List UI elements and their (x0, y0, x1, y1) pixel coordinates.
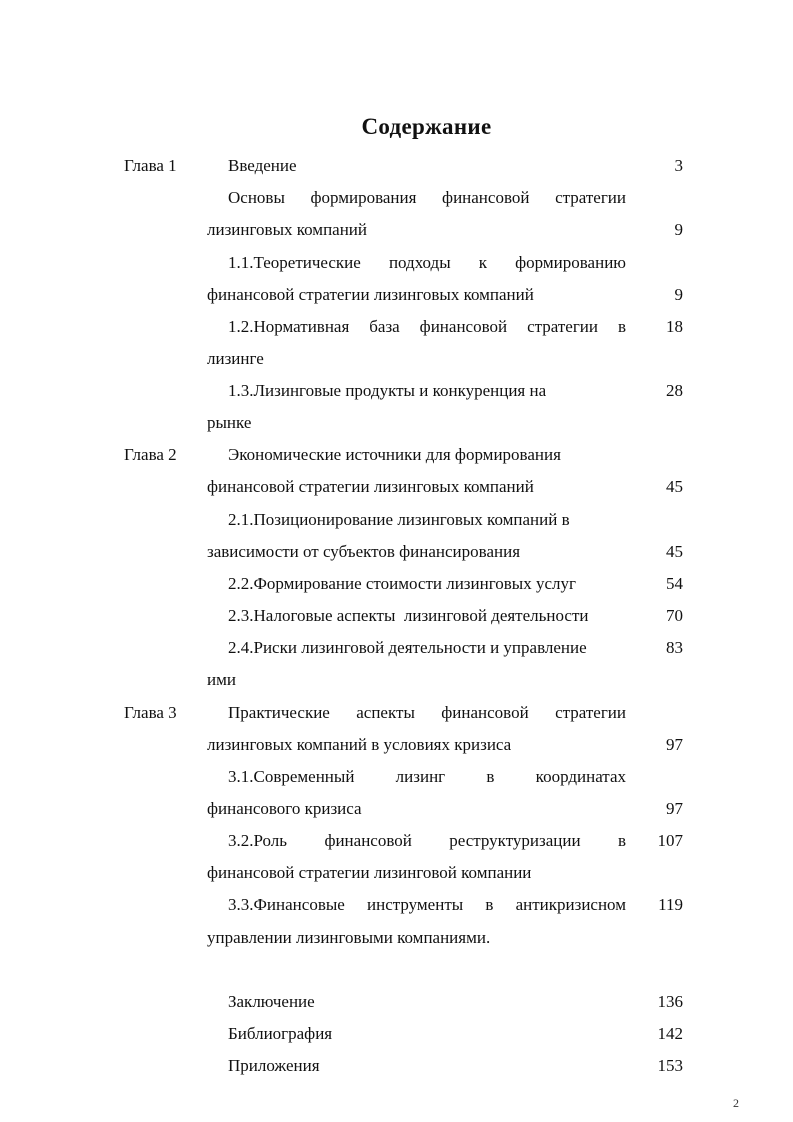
section-2-4-line1: 2.4.Риски лизинговой деятельности и управление (228, 638, 587, 657)
section-3-2-page: 107 (657, 831, 683, 850)
chapter-3-title-line2: лизинговых компаний в условиях кризиса (207, 735, 512, 754)
conclusion-entry: Заключение (228, 992, 315, 1011)
page-title: Содержание (361, 114, 492, 139)
chapter-2-label: Глава 2 (124, 445, 177, 464)
bibliography-page: 142 (657, 1024, 683, 1043)
section-3-1-line2: финансового кризиса (207, 799, 362, 818)
section-3-2-line2: финансовой стратегии лизинговой компании (207, 863, 532, 882)
bibliography-entry: Библиография (228, 1024, 333, 1043)
section-2-1-page: 45 (666, 542, 683, 561)
section-1-1-line1: 1.1.Теоретические подходы к формированию (228, 253, 626, 272)
section-2-2-line1: 2.2.Формирование стоимости лизинговых услуг (228, 574, 576, 593)
chapter-1-title-line1: Основы формирования финансовой стратегии (228, 188, 626, 207)
section-1-2-line2: лизинге (207, 349, 264, 368)
page-number-footer: 2 (733, 1096, 739, 1110)
section-1-1-line2: финансовой стратегии лизинговых компаний (207, 285, 534, 304)
intro-entry: Введение (228, 156, 297, 175)
section-2-1-line2: зависимости от субъектов финансирования (207, 542, 521, 561)
section-3-3-page: 119 (658, 895, 683, 914)
section-1-2-line1: 1.2.Нормативная база финансовой стратегии в (228, 317, 626, 336)
chapter-3-page: 97 (666, 735, 683, 754)
section-1-2-page: 18 (666, 317, 683, 336)
section-1-1-page: 9 (674, 285, 683, 304)
section-2-3-page: 70 (666, 606, 683, 625)
conclusion-page: 136 (657, 992, 683, 1011)
chapter-2-title-line2: финансовой стратегии лизинговых компаний (207, 477, 534, 496)
section-1-3-line1: 1.3.Лизинговые продукты и конкуренция на (228, 381, 547, 400)
appendix-entry: Приложения (228, 1056, 320, 1075)
chapter-3-title-line1: Практические аспекты финансовой стратегии (228, 703, 626, 722)
chapter-1-label: Глава 1 (124, 156, 177, 175)
section-3-3-line1: 3.3.Финансовые инструменты в антикризисном (228, 895, 626, 914)
chapter-1-page: 9 (674, 220, 683, 239)
section-2-3-line1: 2.3.Налоговые аспекты лизинговой деятельности (228, 606, 589, 625)
section-3-2-line1: 3.2.Роль финансовой реструктуризации в (228, 831, 626, 850)
intro-page: 3 (674, 156, 683, 175)
section-2-1-line1: 2.1.Позиционирование лизинговых компаний в (228, 510, 570, 529)
section-2-2-page: 54 (666, 574, 683, 593)
appendix-page: 153 (657, 1056, 683, 1075)
chapter-2-page: 45 (666, 477, 683, 496)
section-3-3-line2: управлении лизинговыми компаниями. (207, 928, 491, 947)
section-1-3-page: 28 (666, 381, 683, 400)
section-3-1-line1: 3.1.Современный лизинг в координатах (228, 767, 626, 786)
chapter-2-title-line1: Экономические источники для формирования (228, 445, 561, 464)
section-3-1-page: 97 (666, 799, 683, 818)
chapter-3-label: Глава 3 (124, 703, 177, 722)
section-2-4-line2: ими (207, 670, 236, 689)
chapter-1-title-line2: лизинговых компаний (207, 220, 368, 239)
section-1-3-line2: рынке (207, 413, 252, 432)
section-2-4-page: 83 (666, 638, 683, 657)
